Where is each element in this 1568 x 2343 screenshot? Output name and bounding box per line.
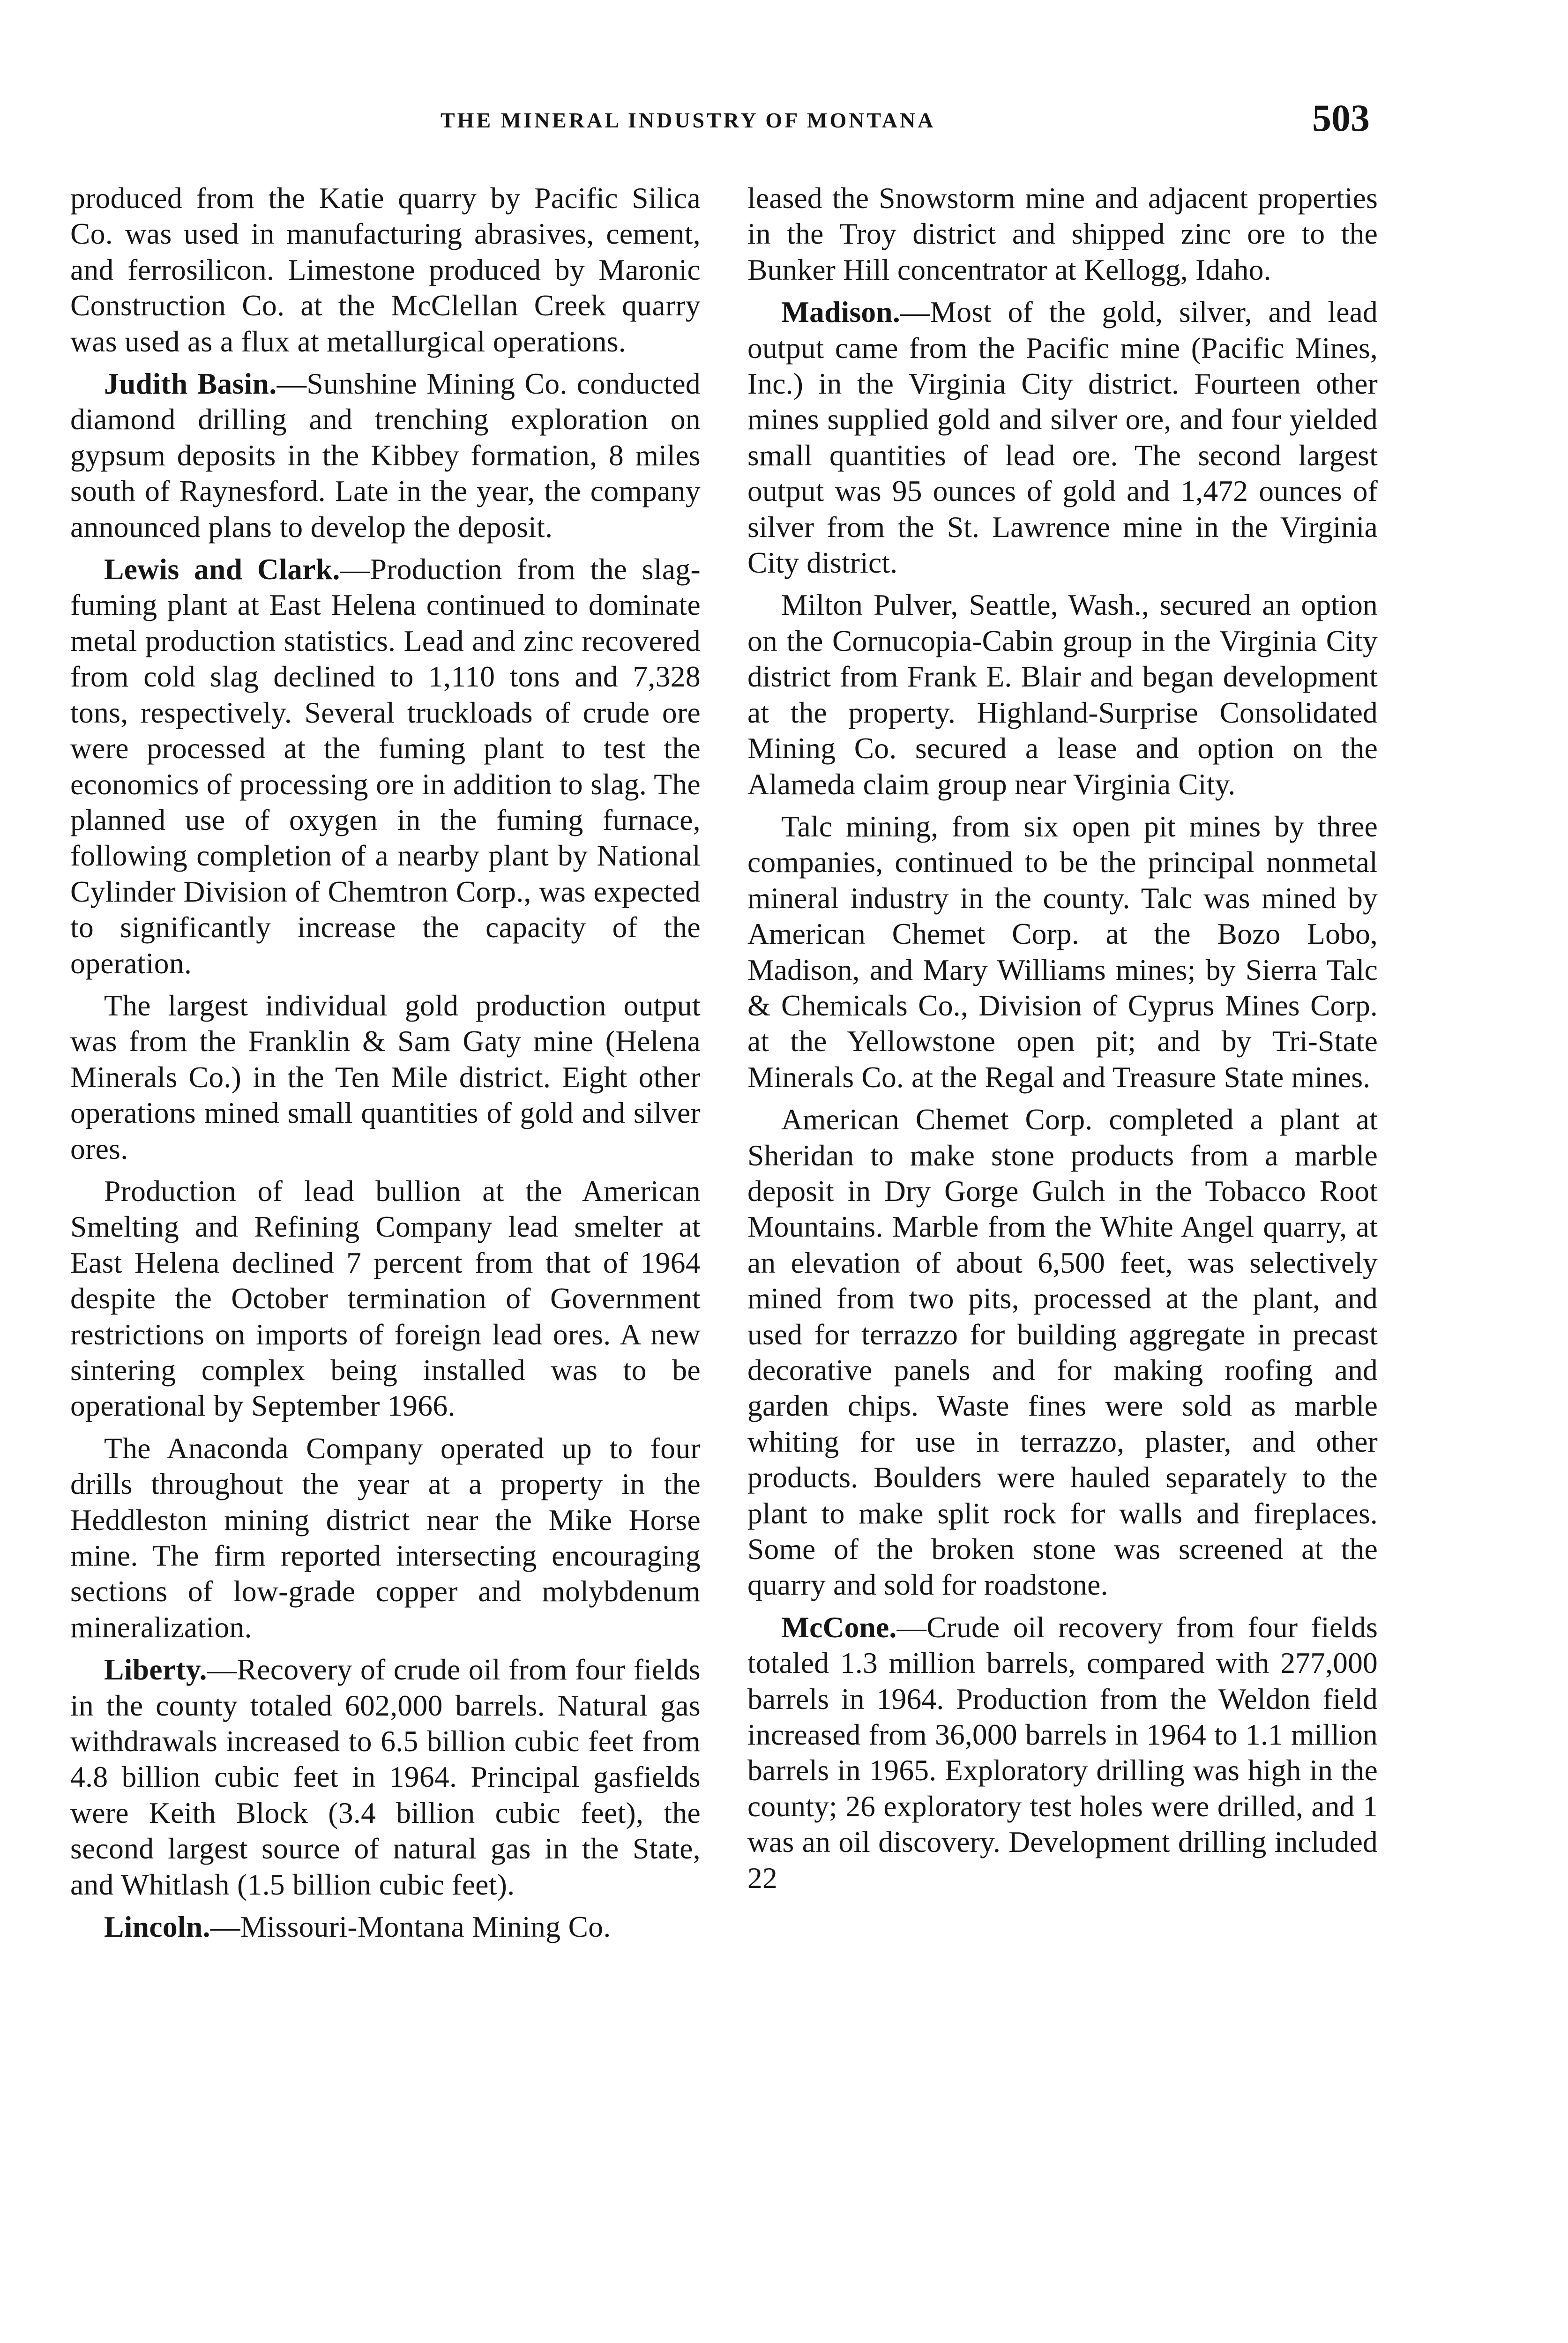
- paragraph-text: —Recovery of crude oil from four fields in the county totaled 602,000 barrels. Natural gas withdrawals increased to 6.5 billion cubic feet from 4.8 billion cubic feet in 1964. Principal gasfields were Keith Block (3.4 billion cubic feet), the second largest source of natural gas in the State, and Whitlash (1.5 billion cubic feet).: [70, 1653, 701, 1901]
- paragraph: Production of lead bullion at the American Smelting and Refining Company lead smelter at East Helena declined 7 percent from that of 1964 despite the October termination of Government restrictions on imports of foreign lead ores. A new sintering complex being installed was to be operational by September 1966.: [70, 1174, 701, 1423]
- section-heading-mccone: McCone.: [781, 1610, 897, 1644]
- paragraph-madison: [747, 294, 1378, 581]
- paragraph-lincoln: [70, 1909, 701, 1945]
- right-column: [747, 180, 1378, 1903]
- paragraph: produced from the Katie quarry by Pacific Silica Co. was used in manufacturing abrasives, cement, and ferrosilicon. Limestone produced by Maronic Construction Co. at the McClellan Creek quarry was used as a flux at metallurgical operations.: [70, 181, 701, 358]
- paragraph-text: —Sunshine Mining Co. conducted diamond drilling and trenching exploration on gypsum deposits in the Kibbey formation, 8 miles south of Raynesford. Late in the year, the company announced plans to develop the deposit.: [70, 367, 701, 544]
- paragraph-text: —Missouri-Montana Mining Co.: [210, 1910, 611, 1944]
- section-heading-madison: Madison.: [781, 295, 900, 329]
- paragraph-mccone: [747, 1610, 1378, 1896]
- paragraph: Milton Pulver, Seattle, Wash., secured an option on the Cornucopia-Cabin group in the Virginia City district from Frank E. Blair and began development at the property. Highland-Surprise Consolidated Mining Co. secured a lease and option on the Alameda claim group near Virginia City.: [747, 588, 1378, 801]
- paragraph: The Anaconda Company operated up to four drills throughout the year at a property in the Heddleston mining district near the Mike Horse mine. The firm reported intersecting encouraging sections of low-grade copper and molybdenum mineralization.: [70, 1431, 701, 1644]
- paragraph: The largest individual gold production output was from the Franklin & Sam Gaty mine (Helena Minerals Co.) in the Ten Mile district. Eight other operations mined small quantities of gold and silver ores.: [70, 988, 701, 1165]
- paragraph-judith-basin: [70, 366, 701, 545]
- section-heading-lincoln: Lincoln.: [104, 1910, 210, 1944]
- paragraph: American Chemet Corp. completed a plant at Sheridan to make stone products from a marble deposit in Dry Gorge Gulch in the Tobacco Root Mountains. Marble from the White Angel quarry, at an elevation of about 6,500 feet, was selectively mined from two pits, processed at the plant, and used for terrazzo for building aggregate in precast decorative panels and for making roofing and garden chips. Waste fines were sold as marble whiting for use in terrazzo, plaster, and other products. Boulders were hauled separately to the plant to make split rock for walls and fireplaces. Some of the broken stone was screened at the quarry and sold for roadstone.: [747, 1103, 1378, 1602]
- section-heading-liberty: Liberty.: [104, 1653, 207, 1686]
- running-header: THE MINERAL INDUSTRY OF MONTANA: [441, 108, 936, 132]
- section-heading-lewis-and-clark: Lewis and Clark.: [104, 552, 340, 586]
- paragraph-liberty: [70, 1652, 701, 1903]
- paragraph-lewis-and-clark: [70, 552, 701, 981]
- page-number: 503: [1312, 97, 1370, 139]
- paragraph: leased the Snowstorm mine and adjacent properties in the Troy district and shipped zinc ore to the Bunker Hill concentrator at Kellogg, Idaho.: [747, 181, 1378, 286]
- left-column: [70, 180, 701, 1952]
- paragraph: Talc mining, from six open pit mines by three companies, continued to be the principal nonmetal mineral industry in the county. Talc was mined by American Chemet Corp. at the Bozo Lobo, Madison, and Mary Williams mines; by Sierra Talc & Chemicals Co., Division of Cyprus Mines Corp. at the Yellowstone open pit; and by Tri-State Minerals Co. at the Regal and Treasure State mines.: [747, 809, 1378, 1094]
- paragraph-text: —Crude oil recovery from four fields totaled 1.3 million barrels, compared with 277,000 barrels in 1964. Production from the Weldon field increased from 36,000 barrels in 1964 to 1.1 million barrels in 1965. Exploratory drilling was high in the county; 26 exploratory test holes were drilled, and 1 was an oil discovery. Development drilling included 22: [747, 1610, 1378, 1895]
- paragraph-text: —Most of the gold, silver, and lead output came from the Pacific mine (Pacific Mines, Inc.) in the Virginia City district. Fourteen other mines supplied gold and silver ore, and four yielded small quantities of lead ore. The second largest output was 95 ounces of gold and 1,472 ounces of silver from the St. Lawrence mine in the Virginia City district.: [747, 295, 1378, 580]
- section-heading-judith-basin: Judith Basin.: [104, 367, 277, 401]
- paragraph-text: —Production from the slag-fuming plant at East Helena continued to dominate metal production statistics. Lead and zinc recovered from cold slag declined to 1,110 tons and 7,328 tons, respectively. Several truckloads of crude ore were processed at the fuming plant to test the economics of processing ore in addition to slag. The planned use of oxygen in the fuming furnace, following completion of a nearby plant by National Cylinder Division of Chemtron Corp., was expected to significantly increase the capacity of the operation.: [70, 552, 701, 980]
